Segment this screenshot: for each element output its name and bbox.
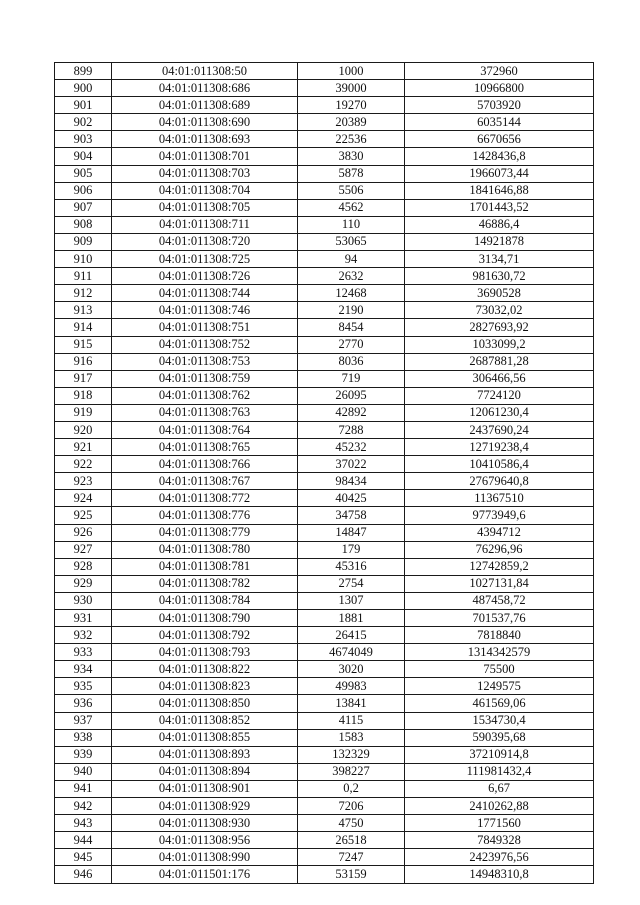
row-number-cell: 946 bbox=[55, 866, 112, 883]
cadastral-number-cell: 04:01:011308:776 bbox=[112, 507, 298, 524]
value-cell: 2410262,88 bbox=[405, 798, 594, 815]
table-row bbox=[55, 473, 594, 490]
table-row bbox=[55, 832, 594, 849]
row-number-cell: 913 bbox=[55, 302, 112, 319]
area-cell: 7206 bbox=[298, 798, 405, 815]
area-cell: 132329 bbox=[298, 746, 405, 763]
area-cell: 110 bbox=[298, 216, 405, 233]
table-row bbox=[55, 815, 594, 832]
cadastral-number-cell: 04:01:011308:850 bbox=[112, 695, 298, 712]
table-row bbox=[55, 695, 594, 712]
table-row bbox=[55, 627, 594, 644]
cadastral-number-cell: 04:01:011308:762 bbox=[112, 387, 298, 404]
cadastral-number-cell: 04:01:011308:894 bbox=[112, 763, 298, 780]
cadastral-number-cell: 04:01:011308:929 bbox=[112, 798, 298, 815]
row-number-cell: 918 bbox=[55, 387, 112, 404]
table-row bbox=[55, 114, 594, 131]
table-row bbox=[55, 387, 594, 404]
table-row bbox=[55, 661, 594, 678]
row-number-cell: 922 bbox=[55, 456, 112, 473]
row-number-cell: 924 bbox=[55, 490, 112, 507]
area-cell: 98434 bbox=[298, 473, 405, 490]
area-cell: 19270 bbox=[298, 97, 405, 114]
area-cell: 179 bbox=[298, 541, 405, 558]
cadastral-number-cell: 04:01:011308:790 bbox=[112, 610, 298, 627]
cadastral-number-cell: 04:01:011308:763 bbox=[112, 404, 298, 421]
value-cell: 37210914,8 bbox=[405, 746, 594, 763]
area-cell: 7288 bbox=[298, 421, 405, 438]
value-cell: 1027131,84 bbox=[405, 575, 594, 592]
cadastral-number-cell: 04:01:011308:752 bbox=[112, 336, 298, 353]
cadastral-number-cell: 04:01:011308:690 bbox=[112, 114, 298, 131]
row-number-cell: 905 bbox=[55, 165, 112, 182]
value-cell: 9773949,6 bbox=[405, 507, 594, 524]
table-row bbox=[55, 336, 594, 353]
value-cell: 6670656 bbox=[405, 131, 594, 148]
row-number-cell: 912 bbox=[55, 285, 112, 302]
row-number-cell: 925 bbox=[55, 507, 112, 524]
area-cell: 12468 bbox=[298, 285, 405, 302]
table-row bbox=[55, 575, 594, 592]
cadastral-number-cell: 04:01:011308:704 bbox=[112, 182, 298, 199]
area-cell: 42892 bbox=[298, 404, 405, 421]
area-cell: 26518 bbox=[298, 832, 405, 849]
cadastral-number-cell: 04:01:011308:746 bbox=[112, 302, 298, 319]
area-cell: 94 bbox=[298, 251, 405, 268]
area-cell: 2754 bbox=[298, 575, 405, 592]
area-cell: 8036 bbox=[298, 353, 405, 370]
area-cell: 45232 bbox=[298, 439, 405, 456]
row-number-cell: 920 bbox=[55, 421, 112, 438]
value-cell: 12061230,4 bbox=[405, 404, 594, 421]
value-cell: 111981432,4 bbox=[405, 763, 594, 780]
row-number-cell: 921 bbox=[55, 439, 112, 456]
value-cell: 1534730,4 bbox=[405, 712, 594, 729]
value-cell: 1033099,2 bbox=[405, 336, 594, 353]
table-row bbox=[55, 746, 594, 763]
cadastral-number-cell: 04:01:011308:782 bbox=[112, 575, 298, 592]
row-number-cell: 935 bbox=[55, 678, 112, 695]
value-cell: 3690528 bbox=[405, 285, 594, 302]
table-row bbox=[55, 798, 594, 815]
row-number-cell: 945 bbox=[55, 849, 112, 866]
parcel-table bbox=[54, 62, 594, 884]
value-cell: 372960 bbox=[405, 63, 594, 80]
row-number-cell: 927 bbox=[55, 541, 112, 558]
table-row bbox=[55, 780, 594, 797]
area-cell: 5878 bbox=[298, 165, 405, 182]
cadastral-number-cell: 04:01:011308:781 bbox=[112, 558, 298, 575]
area-cell: 8454 bbox=[298, 319, 405, 336]
value-cell: 2423976,56 bbox=[405, 849, 594, 866]
value-cell: 1966073,44 bbox=[405, 165, 594, 182]
row-number-cell: 911 bbox=[55, 268, 112, 285]
value-cell: 1701443,52 bbox=[405, 199, 594, 216]
table-row bbox=[55, 251, 594, 268]
cadastral-number-cell: 04:01:011308:930 bbox=[112, 815, 298, 832]
table-row bbox=[55, 456, 594, 473]
value-cell: 3134,71 bbox=[405, 251, 594, 268]
parcel-table-body bbox=[55, 63, 594, 884]
area-cell: 39000 bbox=[298, 80, 405, 97]
table-row bbox=[55, 148, 594, 165]
value-cell: 4394712 bbox=[405, 524, 594, 541]
row-number-cell: 915 bbox=[55, 336, 112, 353]
cadastral-number-cell: 04:01:011308:780 bbox=[112, 541, 298, 558]
table-row bbox=[55, 233, 594, 250]
row-number-cell: 944 bbox=[55, 832, 112, 849]
row-number-cell: 928 bbox=[55, 558, 112, 575]
cadastral-number-cell: 04:01:011308:990 bbox=[112, 849, 298, 866]
cadastral-number-cell: 04:01:011308:725 bbox=[112, 251, 298, 268]
table-row bbox=[55, 763, 594, 780]
area-cell: 34758 bbox=[298, 507, 405, 524]
row-number-cell: 910 bbox=[55, 251, 112, 268]
cadastral-number-cell: 04:01:011308:822 bbox=[112, 661, 298, 678]
area-cell: 53065 bbox=[298, 233, 405, 250]
area-cell: 37022 bbox=[298, 456, 405, 473]
area-cell: 4562 bbox=[298, 199, 405, 216]
row-number-cell: 902 bbox=[55, 114, 112, 131]
value-cell: 590395,68 bbox=[405, 729, 594, 746]
row-number-cell: 903 bbox=[55, 131, 112, 148]
cadastral-number-cell: 04:01:011308:686 bbox=[112, 80, 298, 97]
cadastral-number-cell: 04:01:011308:852 bbox=[112, 712, 298, 729]
cadastral-number-cell: 04:01:011308:764 bbox=[112, 421, 298, 438]
row-number-cell: 919 bbox=[55, 404, 112, 421]
area-cell: 53159 bbox=[298, 866, 405, 883]
value-cell: 10966800 bbox=[405, 80, 594, 97]
table-row bbox=[55, 610, 594, 627]
row-number-cell: 933 bbox=[55, 644, 112, 661]
row-number-cell: 936 bbox=[55, 695, 112, 712]
value-cell: 487458,72 bbox=[405, 592, 594, 609]
area-cell: 4674049 bbox=[298, 644, 405, 661]
table-row bbox=[55, 849, 594, 866]
value-cell: 76296,96 bbox=[405, 541, 594, 558]
table-row bbox=[55, 80, 594, 97]
cadastral-number-cell: 04:01:011308:720 bbox=[112, 233, 298, 250]
table-row bbox=[55, 421, 594, 438]
value-cell: 6035144 bbox=[405, 114, 594, 131]
table-row bbox=[55, 678, 594, 695]
cadastral-number-cell: 04:01:011308:701 bbox=[112, 148, 298, 165]
value-cell: 2437690,24 bbox=[405, 421, 594, 438]
value-cell: 7724120 bbox=[405, 387, 594, 404]
table-row bbox=[55, 712, 594, 729]
table-row bbox=[55, 165, 594, 182]
table-row bbox=[55, 353, 594, 370]
area-cell: 1307 bbox=[298, 592, 405, 609]
value-cell: 6,67 bbox=[405, 780, 594, 797]
row-number-cell: 930 bbox=[55, 592, 112, 609]
table-row bbox=[55, 216, 594, 233]
area-cell: 4115 bbox=[298, 712, 405, 729]
value-cell: 2827693,92 bbox=[405, 319, 594, 336]
cadastral-number-cell: 04:01:011308:765 bbox=[112, 439, 298, 456]
row-number-cell: 901 bbox=[55, 97, 112, 114]
cadastral-number-cell: 04:01:011501:176 bbox=[112, 866, 298, 883]
cadastral-number-cell: 04:01:011308:703 bbox=[112, 165, 298, 182]
row-number-cell: 916 bbox=[55, 353, 112, 370]
value-cell: 7849328 bbox=[405, 832, 594, 849]
cadastral-number-cell: 04:01:011308:705 bbox=[112, 199, 298, 216]
row-number-cell: 937 bbox=[55, 712, 112, 729]
cadastral-number-cell: 04:01:011308:793 bbox=[112, 644, 298, 661]
value-cell: 1249575 bbox=[405, 678, 594, 695]
value-cell: 7818840 bbox=[405, 627, 594, 644]
row-number-cell: 943 bbox=[55, 815, 112, 832]
area-cell: 49983 bbox=[298, 678, 405, 695]
area-cell: 0,2 bbox=[298, 780, 405, 797]
table-row bbox=[55, 729, 594, 746]
area-cell: 1000 bbox=[298, 63, 405, 80]
table-row bbox=[55, 592, 594, 609]
cadastral-number-cell: 04:01:011308:784 bbox=[112, 592, 298, 609]
row-number-cell: 929 bbox=[55, 575, 112, 592]
area-cell: 40425 bbox=[298, 490, 405, 507]
row-number-cell: 907 bbox=[55, 199, 112, 216]
row-number-cell: 932 bbox=[55, 627, 112, 644]
cadastral-number-cell: 04:01:011308:893 bbox=[112, 746, 298, 763]
area-cell: 2632 bbox=[298, 268, 405, 285]
row-number-cell: 931 bbox=[55, 610, 112, 627]
cadastral-number-cell: 04:01:011308:823 bbox=[112, 678, 298, 695]
table-row bbox=[55, 370, 594, 387]
area-cell: 26095 bbox=[298, 387, 405, 404]
area-cell: 719 bbox=[298, 370, 405, 387]
cadastral-number-cell: 04:01:011308:766 bbox=[112, 456, 298, 473]
row-number-cell: 938 bbox=[55, 729, 112, 746]
area-cell: 2190 bbox=[298, 302, 405, 319]
area-cell: 1881 bbox=[298, 610, 405, 627]
area-cell: 1583 bbox=[298, 729, 405, 746]
document-sheet bbox=[54, 62, 593, 884]
area-cell: 14847 bbox=[298, 524, 405, 541]
table-row bbox=[55, 302, 594, 319]
area-cell: 7247 bbox=[298, 849, 405, 866]
value-cell: 1314342579 bbox=[405, 644, 594, 661]
table-row bbox=[55, 199, 594, 216]
row-number-cell: 908 bbox=[55, 216, 112, 233]
row-number-cell: 914 bbox=[55, 319, 112, 336]
value-cell: 14948310,8 bbox=[405, 866, 594, 883]
value-cell: 1771560 bbox=[405, 815, 594, 832]
table-row bbox=[55, 644, 594, 661]
row-number-cell: 942 bbox=[55, 798, 112, 815]
table-row bbox=[55, 524, 594, 541]
value-cell: 981630,72 bbox=[405, 268, 594, 285]
row-number-cell: 917 bbox=[55, 370, 112, 387]
table-row bbox=[55, 63, 594, 80]
value-cell: 1841646,88 bbox=[405, 182, 594, 199]
cadastral-number-cell: 04:01:011308:693 bbox=[112, 131, 298, 148]
table-row bbox=[55, 866, 594, 883]
table-row bbox=[55, 268, 594, 285]
area-cell: 13841 bbox=[298, 695, 405, 712]
table-row bbox=[55, 490, 594, 507]
cadastral-number-cell: 04:01:011308:753 bbox=[112, 353, 298, 370]
area-cell: 3830 bbox=[298, 148, 405, 165]
cadastral-number-cell: 04:01:011308:711 bbox=[112, 216, 298, 233]
cadastral-number-cell: 04:01:011308:956 bbox=[112, 832, 298, 849]
cadastral-number-cell: 04:01:011308:901 bbox=[112, 780, 298, 797]
value-cell: 461569,06 bbox=[405, 695, 594, 712]
cadastral-number-cell: 04:01:011308:792 bbox=[112, 627, 298, 644]
row-number-cell: 926 bbox=[55, 524, 112, 541]
row-number-cell: 906 bbox=[55, 182, 112, 199]
value-cell: 5703920 bbox=[405, 97, 594, 114]
cadastral-number-cell: 04:01:011308:689 bbox=[112, 97, 298, 114]
value-cell: 73032,02 bbox=[405, 302, 594, 319]
table-row bbox=[55, 285, 594, 302]
value-cell: 10410586,4 bbox=[405, 456, 594, 473]
cadastral-number-cell: 04:01:011308:726 bbox=[112, 268, 298, 285]
row-number-cell: 900 bbox=[55, 80, 112, 97]
area-cell: 3020 bbox=[298, 661, 405, 678]
row-number-cell: 923 bbox=[55, 473, 112, 490]
area-cell: 20389 bbox=[298, 114, 405, 131]
row-number-cell: 909 bbox=[55, 233, 112, 250]
table-row bbox=[55, 131, 594, 148]
table-row bbox=[55, 182, 594, 199]
row-number-cell: 941 bbox=[55, 780, 112, 797]
area-cell: 398227 bbox=[298, 763, 405, 780]
area-cell: 2770 bbox=[298, 336, 405, 353]
table-row bbox=[55, 558, 594, 575]
cadastral-number-cell: 04:01:011308:855 bbox=[112, 729, 298, 746]
row-number-cell: 939 bbox=[55, 746, 112, 763]
value-cell: 306466,56 bbox=[405, 370, 594, 387]
table-row bbox=[55, 541, 594, 558]
area-cell: 26415 bbox=[298, 627, 405, 644]
value-cell: 701537,76 bbox=[405, 610, 594, 627]
value-cell: 46886,4 bbox=[405, 216, 594, 233]
table-row bbox=[55, 507, 594, 524]
cadastral-number-cell: 04:01:011308:759 bbox=[112, 370, 298, 387]
value-cell: 1428436,8 bbox=[405, 148, 594, 165]
value-cell: 27679640,8 bbox=[405, 473, 594, 490]
value-cell: 11367510 bbox=[405, 490, 594, 507]
cadastral-number-cell: 04:01:011308:772 bbox=[112, 490, 298, 507]
row-number-cell: 904 bbox=[55, 148, 112, 165]
row-number-cell: 899 bbox=[55, 63, 112, 80]
area-cell: 22536 bbox=[298, 131, 405, 148]
area-cell: 4750 bbox=[298, 815, 405, 832]
row-number-cell: 940 bbox=[55, 763, 112, 780]
cadastral-number-cell: 04:01:011308:744 bbox=[112, 285, 298, 302]
area-cell: 5506 bbox=[298, 182, 405, 199]
table-row bbox=[55, 404, 594, 421]
cadastral-number-cell: 04:01:011308:767 bbox=[112, 473, 298, 490]
cadastral-number-cell: 04:01:011308:50 bbox=[112, 63, 298, 80]
row-number-cell: 934 bbox=[55, 661, 112, 678]
table-row bbox=[55, 319, 594, 336]
value-cell: 75500 bbox=[405, 661, 594, 678]
table-row bbox=[55, 97, 594, 114]
value-cell: 12742859,2 bbox=[405, 558, 594, 575]
cadastral-number-cell: 04:01:011308:751 bbox=[112, 319, 298, 336]
table-row bbox=[55, 439, 594, 456]
value-cell: 12719238,4 bbox=[405, 439, 594, 456]
area-cell: 45316 bbox=[298, 558, 405, 575]
value-cell: 2687881,28 bbox=[405, 353, 594, 370]
cadastral-number-cell: 04:01:011308:779 bbox=[112, 524, 298, 541]
value-cell: 14921878 bbox=[405, 233, 594, 250]
